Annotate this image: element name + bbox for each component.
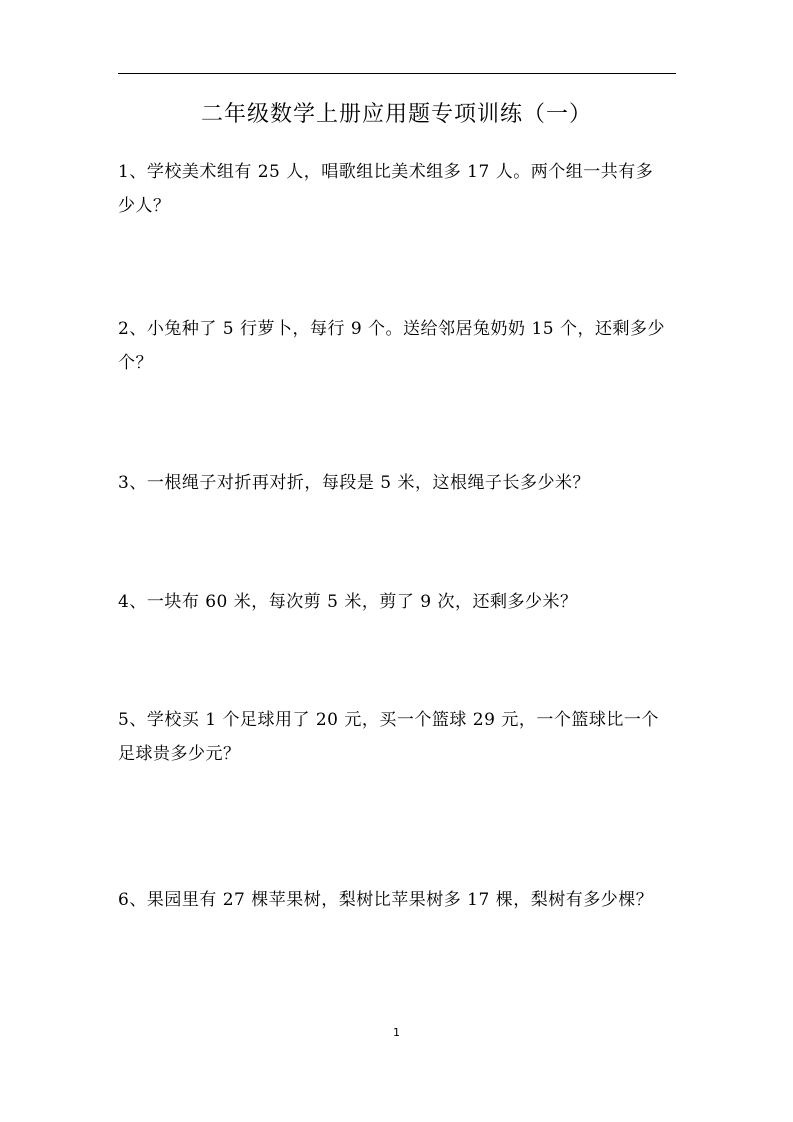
question-6: 6、果园里有 27 棵苹果树，梨树比苹果树多 17 棵，梨树有多少棵？ bbox=[118, 890, 654, 910]
header-rule bbox=[118, 73, 676, 74]
question-4: 4、一块布 60 米，每次剪 5 米，剪了 9 次，还剩多少米？ bbox=[118, 592, 578, 612]
page-title: 二年级数学上册应用题专项训练（一） bbox=[200, 102, 592, 127]
page-number: 1 bbox=[393, 1026, 400, 1039]
question-3: 3、一根绳子对折再对折，每段是 5 米，这根绳子长多少米？ bbox=[118, 473, 590, 493]
question-5: 5、学校买 1 个足球用了 20 元，买一个篮球 29 元，一个篮球比一个 足球贵多少元？ bbox=[118, 710, 659, 764]
question-2: 2、小兔种了 5 行萝卜，每行 9 个。送给邻居兔奶奶 15 个，还剩多少 个？ bbox=[118, 319, 666, 373]
question-1: 1、学校美术组有 25 人，唱歌组比美术组多 17 人。两个组一共有多 少人？ bbox=[118, 162, 654, 216]
